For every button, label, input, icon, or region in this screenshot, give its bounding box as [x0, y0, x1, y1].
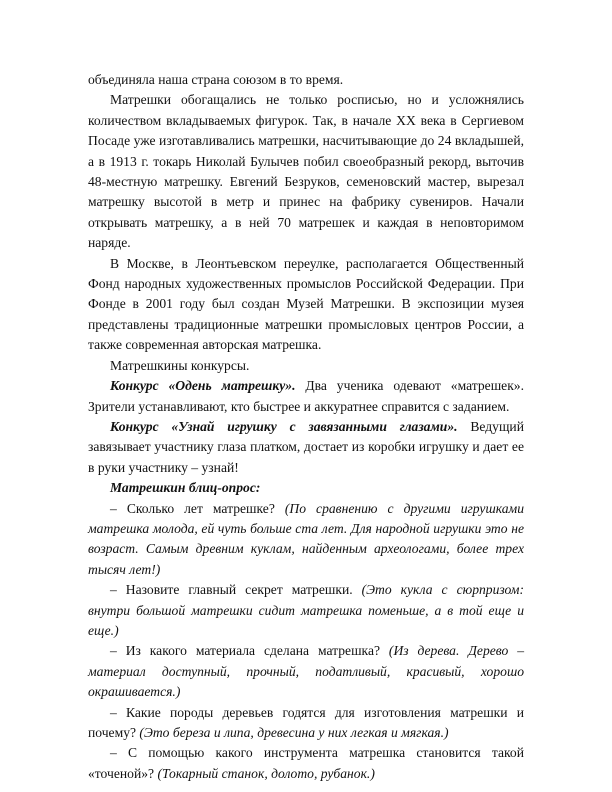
question-text: – Назовите главный секрет матрешки. [110, 582, 362, 598]
paragraph-museum: В Москве, в Леонтьевском переулке, располагается Общественный Фонд народных художественных промыслов Российской Федерации. При Фонде в 2001 году был создан Музей Матрешки. В экспозиции музея представлены традиционные матрешки промысловых центров России, а также современная авторская матрешка. [88, 255, 524, 353]
contest-dress-text: Два ученика одевают «матрешек». Зрители устанавливают, кто быстрее и аккуратнее справится с заданием. [88, 378, 524, 414]
answer-text: (По сравнению с другими игрушками матрешка молода, ей чуть больше ста лет. Для народной игрушки это не возраст. Самым древним куклам, найденным археологами, более трех тысяч лет!) [88, 500, 524, 577]
blitz-question-5 [88, 743, 524, 784]
paragraph-records: Матрешки обогащались не только росписью, но и усложнялись количеством вкладываемых фигурок. Так, в начале XX века в Сергиевом Посаде уже изготавливались матрешки, насчитывающие до 24 вкладышей, а в 1913 г. токарь Николай Булычев побил своеобразный рекорд, выточив 48-местную матрешку. Евгений Безруков, семеновский мастер, вырезал матрешку высотой в метр и принес на фабрику сувениров. Начали открывать матрешку, а в ней 70 матрешек и каждая в неповторимом наряде. [88, 92, 524, 251]
blitz-question-2 [88, 580, 524, 641]
blitz-question-1 [88, 499, 524, 581]
question-text: – Какие породы деревьев годятся для изготовления матрешки и почему? [88, 704, 524, 740]
contest-dress-title: Конкурс «Одень матрешку». [110, 378, 296, 394]
answer-text: (Из дерева. Дерево – материал доступный, прочный, податливый, красивый, хорошо окрашивается.) [88, 643, 524, 700]
document-page [88, 70, 524, 784]
blitz-question-3 [88, 641, 524, 702]
question-text: – Сколько лет матрешке? [110, 500, 285, 516]
contest-blindfold [88, 417, 524, 478]
contest-blindfold-title: Конкурс «Узнай игрушку с завязанными глазами». [110, 418, 458, 434]
blitz-heading: Матрешкин блиц-опрос: [110, 480, 261, 496]
answer-text: (Токарный станок, долото, рубанок.) [157, 765, 375, 781]
contest-blindfold-text: Ведущий завязывает участнику глаза платком, достает из коробки игрушку и дает ее в руки участнику – узнай! [88, 418, 524, 475]
answer-text: (Это кукла с сюрпризом: внутри большой матрешки сидит матрешка поменьше, а в той еще и еще.) [88, 582, 524, 638]
blitz-question-4 [88, 703, 524, 744]
question-text: – Из какого материала сделана матрешка? [110, 643, 389, 659]
answer-text: (Это береза и липа, древесина у них легкая и мягкая.) [139, 725, 449, 740]
paragraph-continuation: объединяла наша страна союзом в то время. [88, 72, 344, 87]
question-text: – С помощью какого инструмента матрешка становится такой «точеной»? [88, 745, 524, 781]
contests-heading: Матрешкины конкурсы. [110, 357, 250, 373]
contest-dress [88, 376, 524, 417]
